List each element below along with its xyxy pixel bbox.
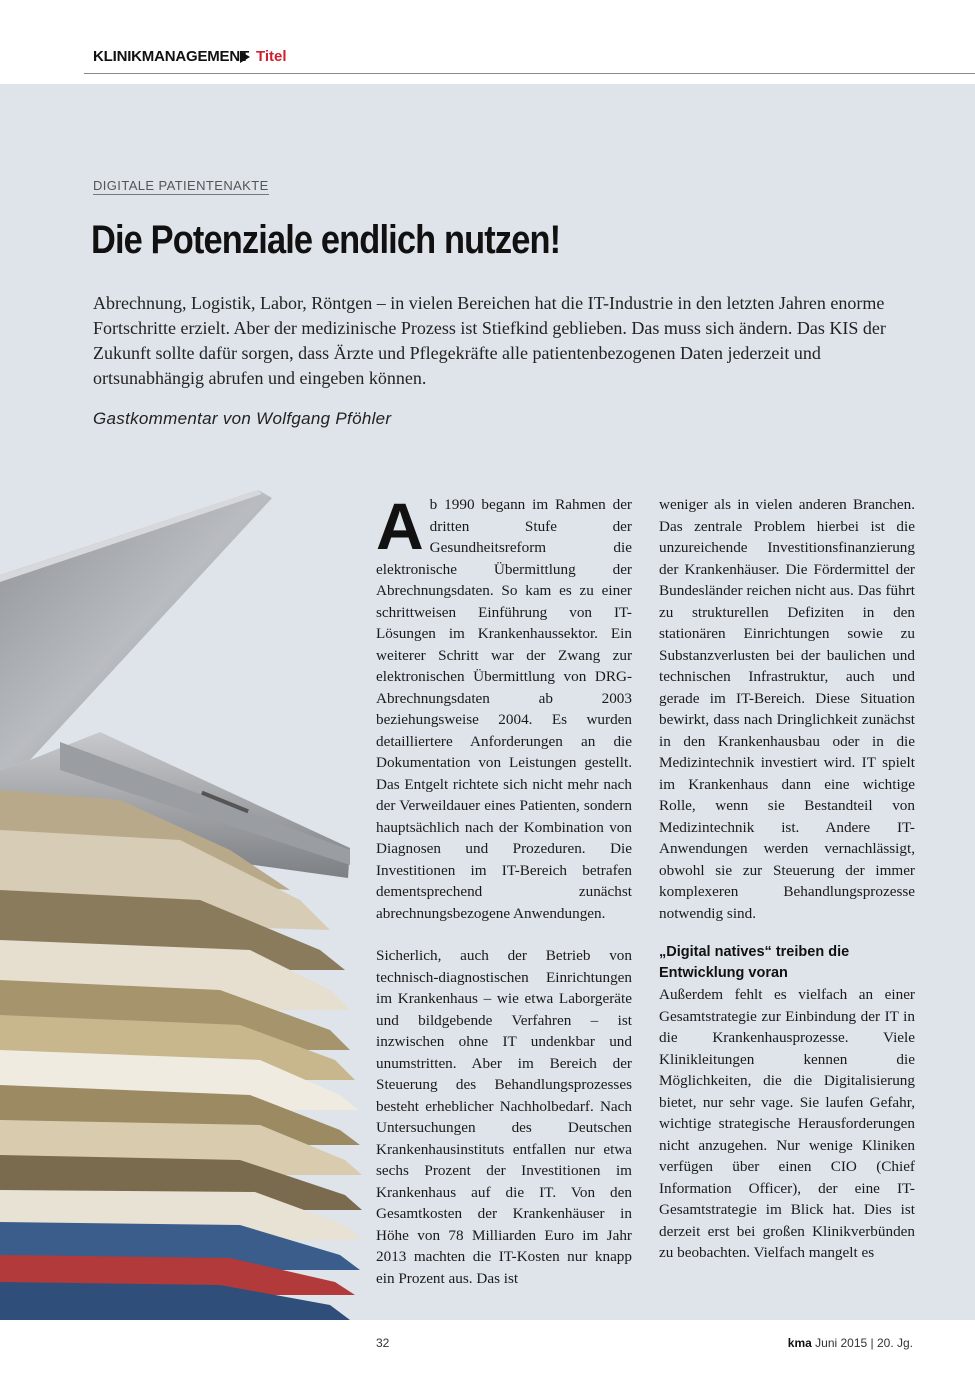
subsection-label: Titel [256, 48, 287, 65]
issue-info: Juni 2015 | 20. Jg. [815, 1336, 913, 1350]
triangle-arrow-icon [240, 51, 250, 63]
text-column-1 [376, 489, 632, 1289]
article-lead: Abrechnung, Logistik, Labor, Röntgen – in vielen Bereichen hat die IT-Industrie in den letzten Jahren enorme Fortschritte erzielt. Aber der medizinische Prozess ist Stiefkind geblieben. Das muss sich ändern. Das KIS der Zukunft sollte dafür sorgen, dass Ärzte und Pflegekräfte alle patientenbezogenen Daten jederzeit und ortsunabhängig abrufen und eingeben können. [93, 293, 886, 388]
text-column-2 [659, 494, 915, 1264]
publication-info [788, 1336, 913, 1350]
page-footer [0, 1320, 975, 1379]
page-header [0, 0, 975, 84]
drop-cap: A [376, 489, 424, 563]
laptop-paper-stack-image [0, 470, 365, 1320]
subheading: „Digital natives“ treiben die Entwicklung voran [659, 944, 850, 981]
body-paragraph [376, 489, 632, 924]
header-rule [84, 73, 975, 74]
section-label: KLINIKMANAGEMENT [93, 48, 249, 65]
body-paragraph: Sicherlich, auch der Betrieb von technisch-diagnostischen Einrichtungen im Krankenhaus – wie etwa Laborgeräte und bildgebende Verfahren – ist inzwischen ohne IT undenkbar und unumstritten. Aber im Bereich der Steuerung des Behandlungsprozesses besteht erheblicher Nachholbedarf. Nach Untersuchungen des Deutschen Krankenhausinstituts entfallen nur etwa sechs Prozent der Investitionen im Krankenhaus auf die IT. Von den Gesamtkosten der Krankenhäuser in Höhe von 78 Milliarden Euro im Jahr 2013 machten die IT-Kosten nur knapp ein Prozent aus. Das ist [376, 947, 632, 1287]
publication-brand: kma [787, 1336, 812, 1350]
article-title: Die Potenziale endlich nutzen! [91, 218, 561, 262]
author-line: Gastkommentar von Wolfgang Pföhler [93, 409, 392, 428]
paragraph-text: b 1990 begann im Rahmen der dritten Stufe der Gesundheitsreform die elektronische Übermittlung der Abrechnungsdaten. So kam es zu einer schrittweisen Einführung von IT-Lösungen im Krankenhaussektor. Ein weiterer Schritt war der Zwang zur elektronischen Übermittlung von DRG-Abrechnungsdaten ab 2003 beziehungsweise 2004. Es wurden detailliertere Anforderungen an die Dokumentation von Leistungen gestellt. Das Entgelt richtete sich nicht mehr nach der Verweildauer eines Patienten, sondern hauptsächlich nach der Kombination von Diagnosen und Prozeduren. Die Investitionen im IT-Bereich betrafen dementsprechend zunächst abrechnungsbezogene Anwendungen. [376, 496, 632, 922]
kicker: DIGITALE PATIENTENAKTE [93, 178, 269, 193]
body-paragraph: weniger als in vielen anderen Branchen. Das zentrale Problem hierbei ist die unzureichende Investitionsfinanzierung der Krankenhäuser. Die Fördermittel der Bundesländer reichen nicht aus. Das führt zu strukturellen Defiziten in den stationären Einrichtungen sowie zu Substanzverlusten bei der baulichen und technischen Infrastruktur, auch und gerade im IT-Bereich. Diese Situation bewirkt, dass nach Dringlichkeit zunächst in den Krankenhausbau oder in die Medizintechnik investiert wird. IT spielt im Krankenhaus dann eine wichtige Rolle, wenn sie Bestandteil von Medizintechnik ist. Andere IT-Anwendungen werden vernachlässigt, obwohl sie zur Steuerung der immer komplexeren Behandlungsprozesse notwendig sind. [659, 496, 915, 922]
body-paragraph: Außerdem fehlt es vielfach an einer Gesamtstrategie zur Einbindung der IT in die Krankenhausprozesse. Viele Klinikleitungen kennen die Möglichkeiten, die die Digitalisierung bietet, nur sehr vage. Sie laufen Gefahr, wichtige strategische Herausforderungen nicht anzugehen. Nur wenige Kliniken verfügen über einen CIO (Chief Information Officer), der eine IT-Gesamtstrategie im Blick hat. Dies ist derzeit erst bei großen Klinikverbünden zu beobachten. Vielfach mangelt es [659, 986, 915, 1261]
page-number: 32 [376, 1336, 390, 1350]
